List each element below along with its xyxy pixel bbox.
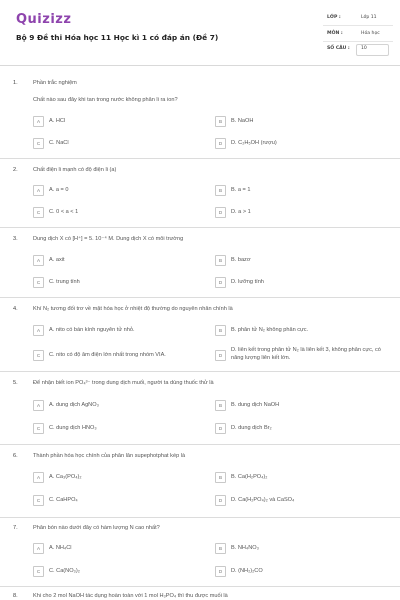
divider <box>0 586 400 587</box>
option-letter: C <box>33 350 44 361</box>
class-label: LỚP : <box>327 15 341 20</box>
option-text: B. bazơ <box>231 257 251 263</box>
option-letter: C <box>33 566 44 577</box>
option-letter: D <box>215 566 226 577</box>
question-text: Chất điện li mạnh có độ điện li (a) <box>33 167 117 173</box>
option-text: B. a = 1 <box>231 187 251 193</box>
question-count-row <box>323 43 393 57</box>
document-title: Bộ 9 Đề thi Hóa học 11 Học kì 1 có đáp án (Đề 7) <box>16 33 219 42</box>
option-letter: B <box>215 543 226 554</box>
option-text: A. Ca₃(PO₄)₂ <box>49 474 82 480</box>
class-value: Lớp 11 <box>361 15 377 20</box>
question-number: 6. <box>13 453 18 459</box>
question-number: 4. <box>13 306 18 312</box>
option-letter: C <box>33 423 44 434</box>
divider <box>0 227 400 228</box>
option-text: A. HCl <box>49 118 66 124</box>
question-text: Thành phần hóa học chính của phân lân supephotphat kép là <box>33 453 186 459</box>
option-text: A. NH₄Cl <box>49 545 72 551</box>
option-letter: C <box>33 138 44 149</box>
option-letter: B <box>215 472 226 483</box>
option-letter: A <box>33 325 44 336</box>
question-number: 2. <box>13 167 18 173</box>
option-letter: B <box>215 116 226 127</box>
option-text: C. NaCl <box>49 140 69 146</box>
option-text: D. Ca(H₂PO₄)₂ và CaSO₄ <box>231 497 295 503</box>
option-letter: D <box>215 207 226 218</box>
option-letter: D <box>215 277 226 288</box>
option-text: C. trung tính <box>49 279 80 285</box>
quizizz-logo: Quizizz <box>16 12 72 27</box>
option-text: D. lưỡng tính <box>231 279 264 285</box>
option-letter: B <box>215 255 226 266</box>
class-row <box>323 12 393 26</box>
option-letter: B <box>215 185 226 196</box>
option-text: D. (NH₂)₂CO <box>231 568 263 574</box>
option-letter: A <box>33 185 44 196</box>
question-text: Để nhận biết ion PO₄³⁻ trong dung dịch muối, người ta dùng thuốc thử là <box>33 380 214 386</box>
option-letter: C <box>33 277 44 288</box>
option-letter: D <box>215 495 226 506</box>
option-text: C. 0 < a < 1 <box>49 209 79 215</box>
option-text: A. axit <box>49 257 65 263</box>
option-text: C. Ca(NO₃)₂ <box>49 568 80 574</box>
option-text: B. NH₄NO₃ <box>231 545 259 551</box>
option-text: B. Ca(H₂PO₄)₂ <box>231 474 268 480</box>
option-letter: A <box>33 116 44 127</box>
option-letter: A <box>33 472 44 483</box>
section-title: Phần trắc nghiệm <box>33 80 77 86</box>
question-list <box>0 66 400 600</box>
option-letter: B <box>215 400 226 411</box>
option-text: A. a = 0 <box>49 187 69 193</box>
option-letter: B <box>215 325 226 336</box>
option-text: C. CaHPO₄ <box>49 497 78 503</box>
option-text: B. NaOH <box>231 118 254 124</box>
question-text: Phân bón nào dưới đây có hàm lượng N cao nhất? <box>33 525 160 531</box>
subject-row <box>323 28 393 42</box>
question-number: 3. <box>13 236 18 242</box>
option-letter: C <box>33 495 44 506</box>
question-number: 1. <box>13 80 18 86</box>
question-text: Khi cho 2 mol NaOH tác dụng hoàn toàn với 1 mol H₃PO₄ thì thu được muối là <box>33 593 228 599</box>
option-text: B. dung dịch NaOH <box>231 402 280 408</box>
option-letter: D <box>215 350 226 361</box>
option-text: B. phân tử N₂ không phân cực. <box>231 327 309 333</box>
option-letter: A <box>33 400 44 411</box>
divider <box>0 517 400 518</box>
option-text: A. nito có bán kính nguyên tử nhỏ. <box>49 327 135 333</box>
divider <box>0 297 400 298</box>
option-letter: A <box>33 543 44 554</box>
header <box>0 0 400 66</box>
option-letter: D <box>215 138 226 149</box>
subject-value: Hóa học <box>361 31 380 36</box>
option-text: C. nito có độ âm điện lớn nhất trong nhóm VIA. <box>49 352 166 358</box>
question-text: Dung dịch X có [H⁺] = 5. 10⁻⁴ M. Dung dịch X có môi trường <box>33 236 184 242</box>
option-letter: D <box>215 423 226 434</box>
subject-label: MÔN : <box>327 31 343 36</box>
divider <box>0 158 400 159</box>
option-text: D. dung dịch Br₂ <box>231 425 272 431</box>
question-count-label: SỐ CÂU : <box>327 46 350 51</box>
option-text: A. dung dịch AgNO₃ <box>49 402 99 408</box>
option-text: C. dung dịch HNO₃ <box>49 425 97 431</box>
option-letter: C <box>33 207 44 218</box>
question-number: 7. <box>13 525 18 531</box>
option-text: D. C₂H₅OH (rượu) <box>231 140 277 146</box>
question-number: 5. <box>13 380 18 386</box>
question-text: Chất nào sau đây khi tan trong nước không phân li ra ion? <box>33 97 178 103</box>
option-letter: A <box>33 255 44 266</box>
divider <box>0 371 400 372</box>
question-count-value: 10 <box>361 46 367 51</box>
option-text: D. a > 1 <box>231 209 251 215</box>
option-text: D. liên kết trong phân tử N₂ là liên kết 3, không phân cực, có năng lượng liên kết lớn. <box>231 347 381 361</box>
divider <box>0 444 400 445</box>
question-text: Khí N₂ tương đối trơ về mặt hóa học ở nhiệt độ thường do nguyên nhân chính là <box>33 306 233 312</box>
question-number: 8. <box>13 593 18 599</box>
